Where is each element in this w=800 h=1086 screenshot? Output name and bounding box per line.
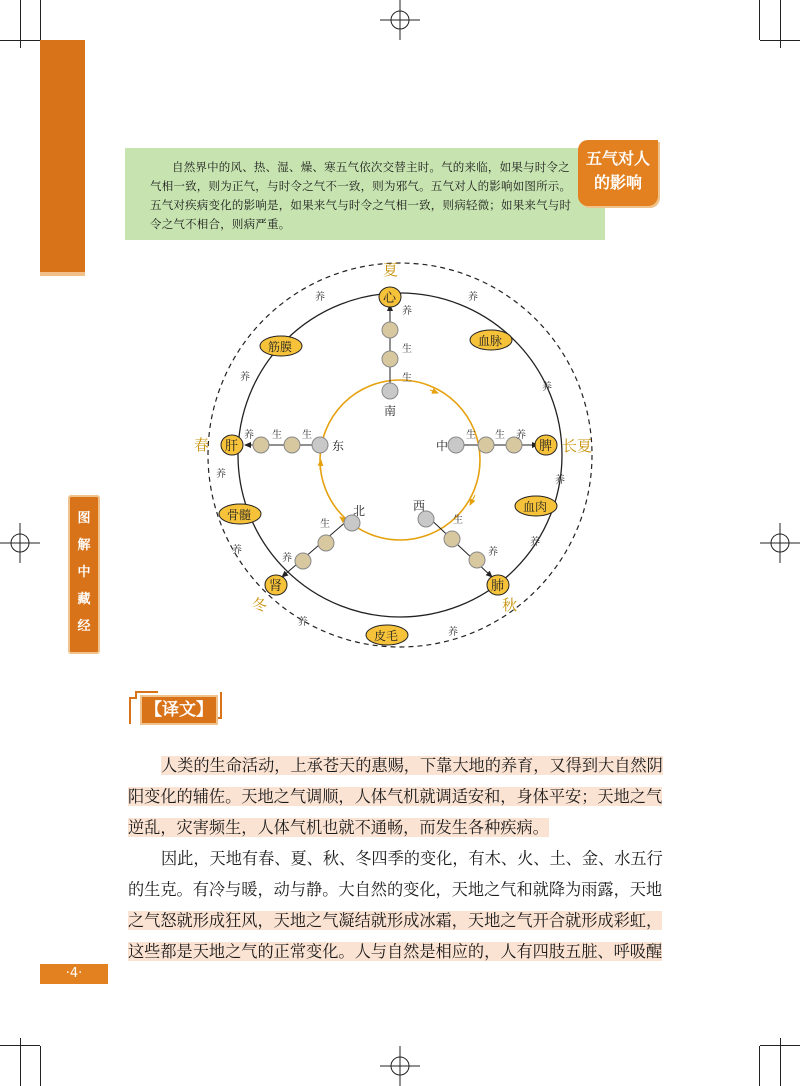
nourish-label: 养 <box>530 537 540 548</box>
direction-north: 北 <box>353 504 366 518</box>
crop-mark <box>759 1046 760 1086</box>
tissue-muscle: 血肉 <box>523 500 548 514</box>
generate-label: 生 <box>466 430 476 441</box>
registration-mark-left <box>0 523 40 563</box>
page-number: ·4· <box>65 966 83 981</box>
text-line: 阳变化的辅佐。天地之气调顺，人体气机就调适安和，身体平安；天地之气 <box>128 787 663 806</box>
organ-liver: 肝 <box>225 439 239 454</box>
nourish-label: 养 <box>555 475 565 486</box>
organ-heart: 心 <box>383 291 397 306</box>
generate-label: 生 <box>495 430 505 441</box>
paragraph-1 <box>128 750 668 781</box>
five-qi-diagram <box>180 255 620 655</box>
season-spring: 春 <box>194 436 210 454</box>
season-autumn: 秋 <box>502 596 518 614</box>
nourish-label: 养 <box>216 469 226 480</box>
nourish-label: 养 <box>240 372 250 383</box>
text-line-wrap <box>128 905 668 936</box>
generate-label: 生 <box>402 373 412 384</box>
nourish-label: 养 <box>244 430 254 441</box>
nourish-label: 养 <box>516 430 526 441</box>
generate-label: 生 <box>402 344 412 355</box>
crop-mark <box>780 0 781 48</box>
section-tag-line2: 的影响 <box>593 173 642 192</box>
side-color-bar-shadow <box>40 272 85 276</box>
organ-spleen: 脾 <box>539 439 553 454</box>
book-title-char: 解 <box>77 538 91 553</box>
registration-mark-right <box>760 523 800 563</box>
crop-mark <box>20 0 21 48</box>
book-title <box>68 505 100 640</box>
text-line: 人类的生命活动，上承苍天的惠赐，下靠大地的养育，又得到大自然阴 <box>161 756 663 775</box>
season-late-summer: 长夏 <box>562 437 593 455</box>
spoke-bead <box>382 383 398 399</box>
text-line-wrap <box>128 874 668 905</box>
direction-east: 东 <box>332 439 345 453</box>
nourish-label: 养 <box>298 617 308 628</box>
registration-mark-top <box>380 0 420 40</box>
crop-mark <box>759 0 760 40</box>
text-line-wrap <box>128 936 668 967</box>
tissue-sinew: 筋膜 <box>268 340 293 354</box>
nourish-label: 养 <box>282 553 292 564</box>
text-line: 之气怒就形成狂风，天地之气凝结就形成冰霜，天地之气开合就形成彩虹， <box>128 911 663 930</box>
section-tag-line1: 五气对人 <box>585 149 650 168</box>
nourish-label: 养 <box>402 306 412 317</box>
nourish-label: 养 <box>448 627 458 638</box>
book-title-char: 中 <box>77 565 91 580</box>
season-summer: 夏 <box>383 261 399 279</box>
tissue-vessel: 血脉 <box>478 334 503 348</box>
spoke-bead <box>448 437 464 453</box>
crop-mark <box>20 1038 21 1086</box>
text-line-wrap <box>128 812 668 843</box>
tissue-bone: 骨髓 <box>227 508 252 522</box>
section-tag-text <box>578 147 658 195</box>
text-line-wrap <box>128 781 668 812</box>
organ-lung: 肺 <box>491 579 505 594</box>
spoke-bead <box>418 511 434 527</box>
book-title-char: 图 <box>77 511 91 526</box>
direction-center: 中 <box>436 439 449 453</box>
text-line: 逆乱，灾害频生，人体气机也就不通畅，而发生各种疾病。 <box>128 818 549 837</box>
crop-mark <box>40 1046 41 1086</box>
generate-label: 生 <box>320 519 330 530</box>
generate-label: 生 <box>302 430 312 441</box>
nourish-label: 养 <box>488 547 498 558</box>
season-winter: 冬 <box>252 596 268 614</box>
paragraph-2 <box>128 843 668 874</box>
text-line: 因此，天地有春、夏、秋、冬四季的变化，有木、火、土、金、水五行 <box>161 849 663 868</box>
text-line: 的生克。有冷与暖，动与静。大自然的变化，天地之气和就降为雨露，天地 <box>128 880 663 899</box>
spoke-bead <box>444 531 460 547</box>
spoke-bead <box>382 351 398 367</box>
body-text <box>128 750 668 967</box>
intro-text: 自然界中的风、热、湿、燥、寒五气依次交替主时。气的来临，如果与时令之气相一致，则为正气，与时令之气不一致，则为邪气。五气对人的影响如图所示。五气对疾病变化的影响是，如果来气与时令之气相一致，则病轻微；如果来气与时令之气不相合，则病严重。 <box>150 160 572 231</box>
text-line: 这些都是天地之气的正常变化。人与自然是相应的，人有四肢五脏、呼吸醒 <box>128 942 663 961</box>
nourish-label: 养 <box>468 292 478 303</box>
book-title-char: 经 <box>77 619 91 634</box>
spoke-bead <box>253 437 269 453</box>
spoke-bead <box>318 535 334 551</box>
generate-label: 生 <box>453 515 463 526</box>
organ-kidney: 肾 <box>269 579 283 594</box>
registration-mark-bottom <box>380 1046 420 1086</box>
translation-heading: 【译文】 <box>140 695 218 725</box>
tissue-skin: 皮毛 <box>374 629 399 643</box>
spoke-bead <box>469 552 485 568</box>
crop-mark <box>780 1038 781 1086</box>
crop-mark <box>40 0 41 40</box>
spoke-bead <box>295 553 311 569</box>
book-title-char: 藏 <box>77 592 91 607</box>
direction-west: 西 <box>413 499 426 513</box>
spoke-bead <box>312 437 328 453</box>
nourish-label: 养 <box>315 292 325 303</box>
generate-label: 生 <box>272 430 282 441</box>
nourish-label: 养 <box>542 382 552 393</box>
side-color-bar <box>40 40 85 272</box>
spoke-bead <box>284 437 300 453</box>
direction-south: 南 <box>384 404 397 418</box>
nourish-label: 养 <box>232 545 242 556</box>
spoke-bead <box>478 437 494 453</box>
spoke-bead <box>382 322 398 338</box>
